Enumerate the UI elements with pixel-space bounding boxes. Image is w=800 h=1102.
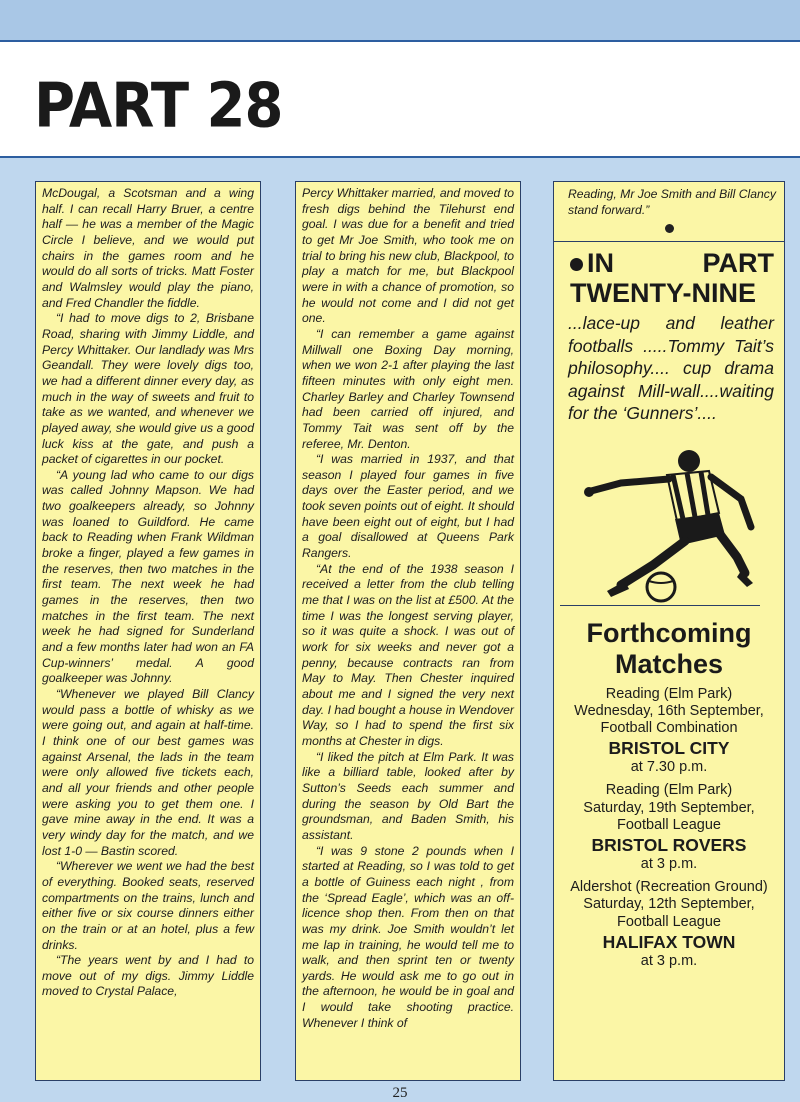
- forthcoming-heading: [554, 618, 784, 680]
- fixture-venue: Reading (Elm Park): [605, 685, 733, 702]
- next-part-heading-b: PART: [702, 248, 774, 278]
- article-column-1: [35, 181, 261, 1081]
- fixture-date: Wednesday, 16th September,: [574, 702, 764, 719]
- article-column-2: [295, 181, 521, 1081]
- fixture-time: at 3 p.m.: [640, 952, 698, 969]
- paragraph: “I was married in 1937, and that season I played four games in five days over the Easter period, and we took seven points out of eight. It should have been eight out of eight, but I had a goal disallowed at Queens Park Rangers.: [302, 452, 514, 561]
- fixture-venue: Reading (Elm Park): [605, 782, 733, 799]
- next-part-heading-c: TWENTY-NINE: [570, 278, 756, 308]
- next-part-heading-a: IN: [587, 248, 614, 278]
- top-band: [0, 0, 800, 42]
- paragraph: Percy Whittaker married, and moved to fresh digs behind the Tilehurst end goal. I was due for a benefit and tried to get Mr Joe Smith, who took me on trial to bring his new club, Blackpool, to play a match for me, but Blackpool were in with a chance of promotion, so he would not come and I did not get one.: [302, 186, 514, 326]
- page-number: 25: [392, 1085, 408, 1101]
- fixture-time: at 3 p.m.: [640, 855, 698, 872]
- fixture-competition: Football Combination: [600, 719, 738, 736]
- fixture-competition: Football League: [617, 816, 721, 833]
- fixture-competition: Football League: [617, 913, 721, 930]
- footballer-illustration: [569, 435, 769, 605]
- forthcoming-heading-line1: Forthcoming: [586, 617, 752, 648]
- paragraph: “A young lad who came to our digs was called Johnny Mapson. We had two goalkeepers already, so Johnny was loaned to Guildford. He came back to Reading when Frank Wildman broke a finger, played a few games in the reserves, then two matches in the first team. The next week he had games in the reserves, then two matches in the first team. The next week he had signed for Sunderland and a few months later had won an FA Cup-winners’ medal. A good goalkeeper was Johnny.: [42, 467, 254, 686]
- paragraph: “The years went by and I had to move out of my digs. Jimmy Liddle moved to Crystal Palace,: [42, 953, 254, 999]
- paragraph: “I was 9 stone 2 pounds when I started at Reading, so I was told to get a bottle of Guiness each night , from the ‘Spread Eagle’, which was an off-licence shop then. From then on that was my drink. Joe Smith wouldn’t let me lap in training, he would tell me to walk, and then sprint ten or twenty yards. He would ask me to go out in the afternoon, he would be in goal and I would take shooting practice. Whenever I think of: [302, 843, 514, 1030]
- paragraph: “Whenever we played Bill Clancy would pass a bottle of whisky as we were going out, and again at half-time. I think one of our best games was against Arsenal, the lads in the team were only allowed five tickets each, and all your friends and other people were asking you to get them one. I gave mine away in the end. It was a very windy day for the match, and we lost 1-0 — Bastin scored.: [42, 687, 254, 858]
- fixture-opponent: BRISTOL CITY: [608, 738, 730, 759]
- divider: [560, 605, 760, 606]
- bullet-dot: [665, 224, 674, 233]
- next-part-teaser: ...lace-up and leather footballs .....Tommy Tait’s philosophy.... cup drama against Mill-wall....waiting for the ‘Gunners’....: [568, 313, 774, 423]
- paragraph: “Wherever we went we had the best of everything. Booked seats, reserved compartments on the trains, lunch and either five or six course dinners either on the train or at an hotel, plus a few drinks.: [42, 859, 254, 952]
- paragraph: “At the end of the 1938 season I received a letter from the club telling me that I was on the list at £500. At the time I was the longest serving player, so it was quite a shock. I was out of work for six weeks and never got a penny, because contracts ran from May to May. Then Chester inquired about me and I signed the very next day. I had bought a house in Wendover Way, so I had to spend the first six months at Chester in digs.: [302, 561, 514, 748]
- paragraph: “I liked the pitch at Elm Park. It was like a billiard table, looked after by Sutton’s Seeds each summer and during the season by Old Bart the groundsman, and Baden Smith, his assistant.: [302, 749, 514, 842]
- fixture: [554, 879, 784, 970]
- fixture: [554, 686, 784, 777]
- quote-tail: Reading, Mr Joe Smith and Bill Clancy stand forward.”: [568, 187, 776, 217]
- fixture: [554, 782, 784, 873]
- paragraph: “I can remember a game against Millwall one Boxing Day morning, when we won 2-1 after playing the last fifteen minutes with only eight men. Charley Barley and Charley Townsend had been carried off injured, and Tommy Tait was sent off by the referee, Mr. Denton.: [302, 326, 514, 451]
- next-part-heading: [554, 242, 784, 308]
- paragraph: “I had to move digs to 2, Brisbane Road, sharing with Jimmy Liddle, and Percy Whittaker. Our landlady was Mrs Geandall. They were lovely digs too, we had a different dinner every day, as much in the way of sweets and fruit to take as we wanted, and whenever we played away, she would give us a good luck kiss at the gate, and push a packet of cigarettes in our pocket.: [42, 311, 254, 467]
- fixture-date: Saturday, 19th September,: [583, 799, 755, 816]
- fixture-time: at 7.30 p.m.: [630, 759, 708, 776]
- forthcoming-heading-line2: Matches: [614, 648, 724, 679]
- fixture-venue: Aldershot (Recreation Ground): [570, 879, 768, 896]
- bullet-icon: [570, 258, 583, 271]
- sidebar-column: [553, 181, 785, 1081]
- fixture-date: Saturday, 12th September,: [583, 896, 755, 913]
- fixture-opponent: BRISTOL ROVERS: [591, 834, 747, 855]
- fixture-opponent: HALIFAX TOWN: [602, 931, 736, 952]
- page-title: PART 28: [34, 70, 283, 142]
- paragraph: McDougal, a Scotsman and a wing half. I can recall Harry Bruer, a centre half — he was a member of the Magic Circle I believe, and we would put chairs in the games room and he would do all sorts of tricks. Matt Foster and Walmsley would play the piano, and Fred Chandler the fiddle.: [42, 186, 254, 310]
